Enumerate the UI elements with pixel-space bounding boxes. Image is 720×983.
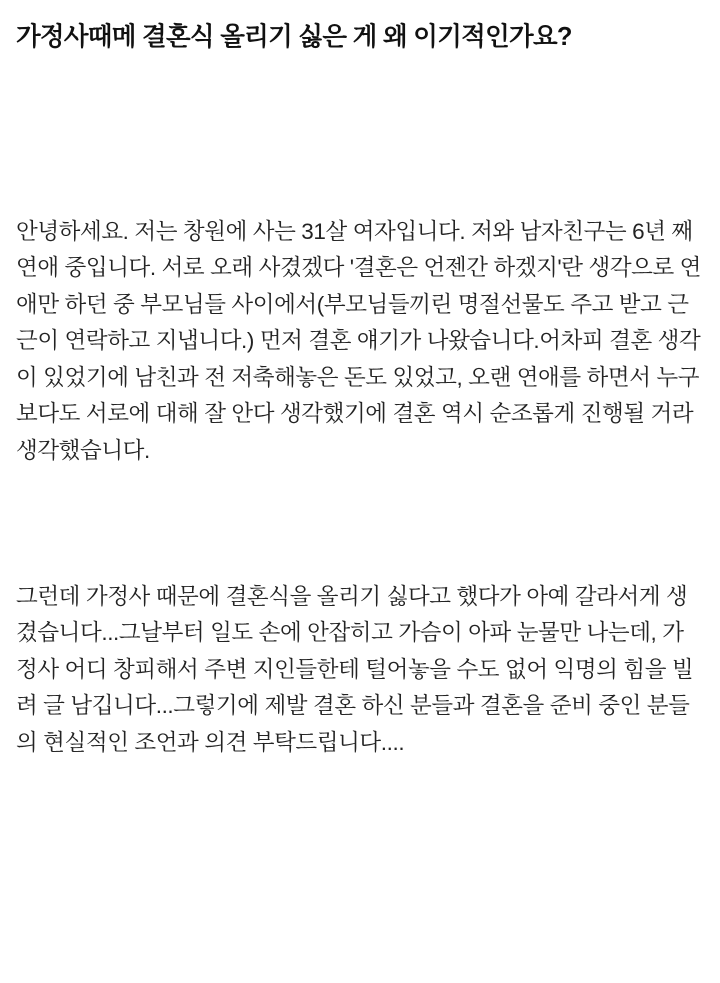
page-title: 가정사때메 결혼식 올리기 싫은 게 왜 이기적인가요? bbox=[16, 23, 572, 51]
post-paragraph-1: 안녕하세요. 저는 창원에 사는 31살 여자입니다. 저와 남자친구는 6년 째 연애 중입니다. 서로 오래 사겼겠다 '결혼은 언젠간 하겠지'란 생각으로 연애만 하던 중 부모님들 사이에서(부모님들끼린 명절선물도 주고 받고 근근이 연락하고 지냅니다.) 먼저 결혼 얘기가 나왔습니다.어차피 결혼 생각이 있었기에 남친과 전 저축해놓은 돈도 있었고, 오랜 연애를 하면서 누구보다도 서로에 대해 잘 안다 생각했기에 결혼 역시 순조롭게 진행될 거라 생각했습니다. bbox=[16, 218, 702, 463]
post-paragraph-2: 그런데 가정사 때문에 결혼식을 올리기 싫다고 했다가 아예 갈라서게 생겼습니다...그날부터 일도 손에 안잡히고 가슴이 아파 눈물만 나는데, 가정사 어디 창피해서 주변 지인들한테 털어놓을 수도 없어 익명의 힘을 빌려 글 남깁니다...그렇기에 제발 결혼 하신 분들과 결혼을 준비 중인 분들의 현실적인 조언과 의견 부탁드립니다.... bbox=[16, 583, 694, 755]
